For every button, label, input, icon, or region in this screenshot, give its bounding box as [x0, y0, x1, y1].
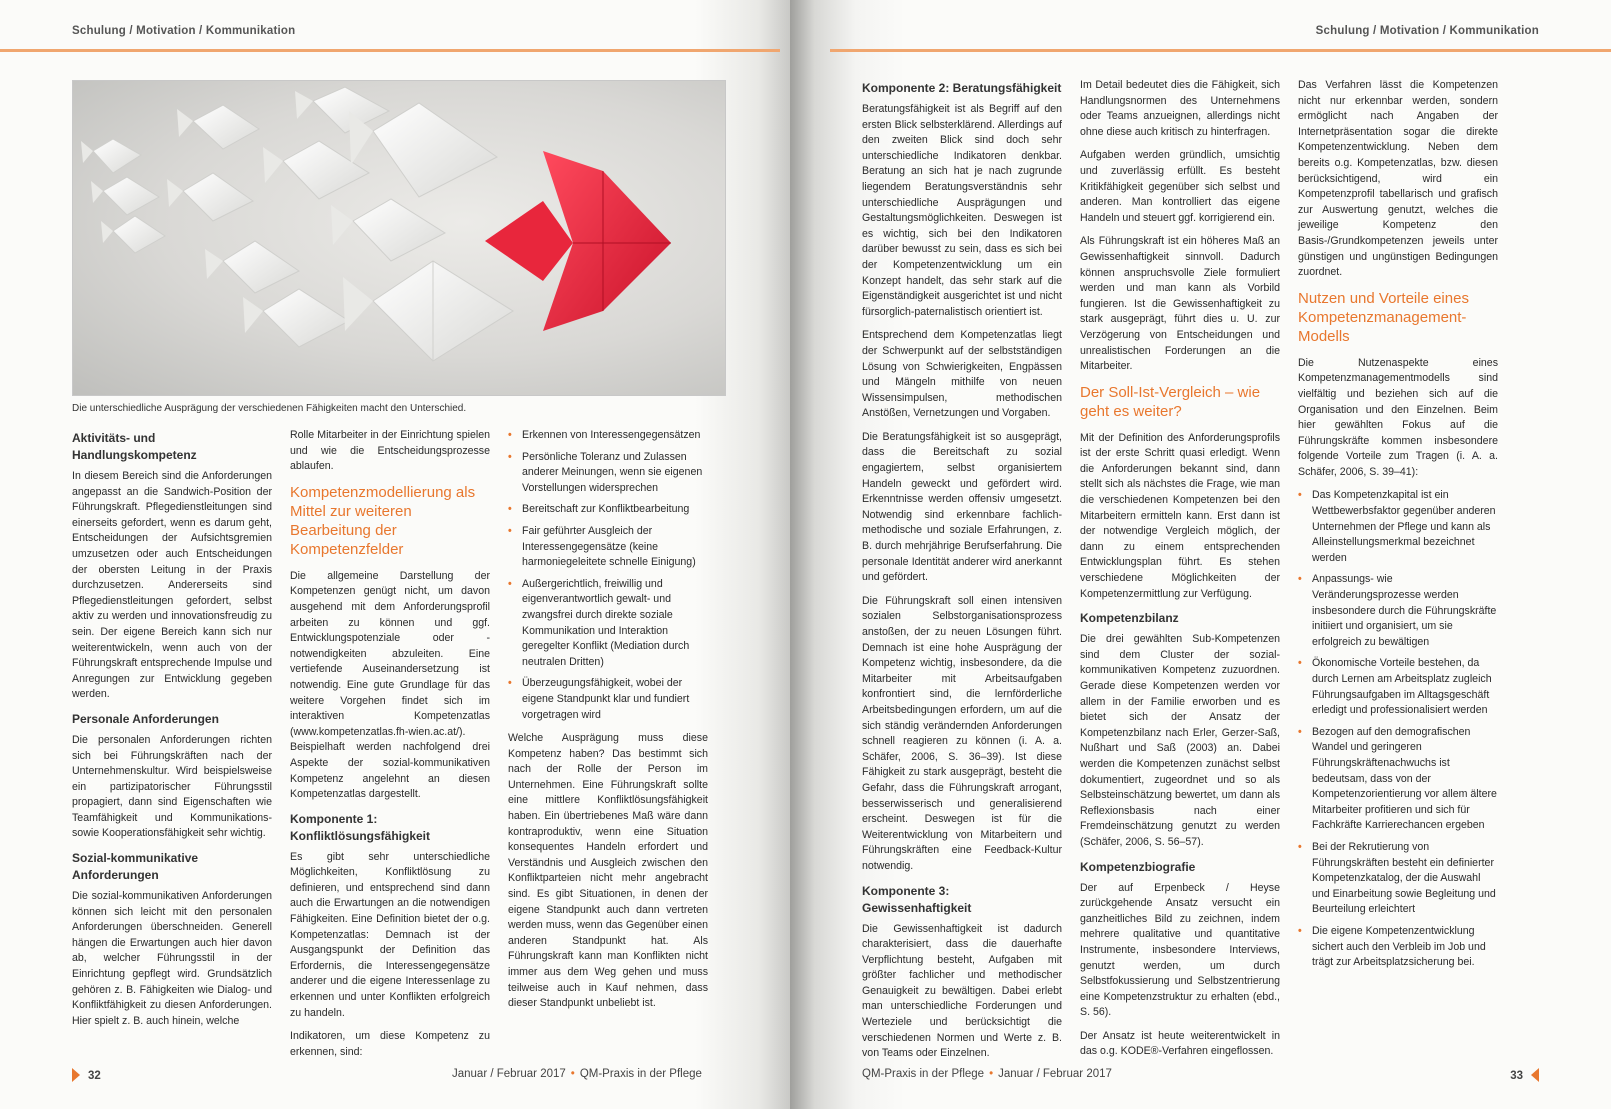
- origami-fish-illustration: [73, 81, 726, 396]
- red-fish-leader: [485, 151, 671, 331]
- paragraph: Die personalen Anforderungen richten sich bei Führungskräften nach der Unternehmenskultur. Wird beispielsweise ein partizipatorischer Führungsstil propagiert, dann sind Eigenschaften wie Teamfähigkeit und Kommunikations- sowie Kooperationsfähigkeit sehr wichtig.: [72, 733, 272, 840]
- paragraph: Mit der Definition des Anforderungsprofils ist der erste Schritt quasi erledigt. Wenn die Anforderungen bekannt sind, dann stellt sich als nächstes die Frage, wie man die verschiedenen Kompetenzen bei den Mitarbeitern ermitteln kann. Erst dann ist der notwendige Vergleich möglich, der dann zu einem entsprechenden Entwicklungsplan führt. Es stehen verschiedene Möglichkeiten der Kompetenzermittlung zur Verfügung.: [1080, 431, 1280, 600]
- paragraph: Als Führungskraft ist ein höheres Maß an Gewissenhaftigkeit sinnvoll. Dadurch können anspruchsvolle Ziele formuliert werden und man kann als Vorbild fungieren. Ist die Gewissenhaftigkeit zu stark ausgeprägt, führt dies u. U. zur Verzögerung von Entscheidungen und unrealistischen Forderungen an die Mitarbeiter.: [1080, 235, 1280, 373]
- triangle-right-icon: [72, 1068, 80, 1082]
- list-item: • Bereitschaft zur Konfliktbearbeitung: [508, 502, 708, 518]
- left-page: [0, 0, 790, 1109]
- paragraph: Aufgaben werden gründlich, umsichtig und zuverlässig erfüllt. Es besteht Kritikfähigkeit gegenüber sich selbst und anderen. Man kontrolliert das eigene Handeln und steuert ggf. korrigierend ein.: [1080, 149, 1280, 224]
- figure-caption: Die unterschiedliche Ausprägung der verschiedenen Fähigkeiten macht den Unterschied.: [72, 403, 467, 414]
- heading-komponente-1: Komponente 1: Konfliktlösungsfähigkeit: [290, 811, 431, 843]
- list-item: • Ökonomische Vorteile bestehen, da durch Lernen am Arbeitsplatz zugleich Führungsaufgaben im Alltagsgeschäft erledigt und professionalisiert werden: [1298, 656, 1498, 718]
- white-fish-5: [177, 105, 259, 149]
- benefits-list: [1298, 488, 1498, 970]
- paragraph: Welche Ausprägung muss diese Kompetenz haben? Das bestimmt sich nach der Rolle der Person im Unternehmen. Eine Führungskraft sollte eine mittlere Konfliktlösungsfähigkeit haben. Ein übertriebenes Maß wäre dann kontraproduktiv, wenn eine Situation konsequentes Handeln erfordert und Verständnis und Ausgleich zwischen den Konfliktparteien nicht mehr angebracht sind. Es gibt Situationen, in denen der eigene Standpunkt auch dann vertreten werden muss, wenn das Gegenüber einen anderen Standpunkt hat. Als Führungskraft kann man Konflikten nicht immer aus dem Weg gehen und muss teilweise auch in Kauf nehmen, dass dieser Standpunkt unbeliebt ist.: [508, 732, 708, 1010]
- heading-kompetenzbiografie: Kompetenzbiografie: [1080, 859, 1196, 874]
- paragraph: Es gibt sehr unterschiedliche Möglichkeiten, Konfliktlösung zu definieren, und entsprechend sind dann auch die Erwartungen an die notwendigen Fähigkeiten. Eine Definition bietet der o.g. Kompetenzatlas: Demnach ist der Ausgangspunkt der Definition das Erfordernis, die Interessengegensätze anderer und die eigene Interessenlage zu erkennen und unter Konflikten erfolgreich zu handeln.: [290, 850, 490, 1019]
- paragraph: Die Gewissenhaftigkeit ist dadurch charakterisiert, dass die dauerhafte Verpflichtung besteht, Aufgaben mit größter fachlicher und methodischer Genauigkeit zu bewältigen. Dabei erlebt man unterschiedliche Forderungen und Werteziele und berücksichtigt die verschiedenen Normen und Werte z. B. von Teams oder Einzelnen.: [862, 922, 1062, 1060]
- paragraph: Die Führungskraft soll einen intensiven sozialen Selbstorganisationsprozess anstoßen, der zu neuen Lösungen führt. Demnach ist eine hohe Ausprägung der Kompetenz wichtig, insbesondere, da die Mitarbeiter mit Arbeitsaufgaben konfrontiert sind, die lernförderliche Arbeitsbedingungen erfordern, um auf die sich ständig verändernden Anforderungen schnell reagieren zu können (i. A. a. Schäfer, 2006, S. 36–39). Ist diese Fähigkeit zu stark ausgeprägt, besteht die Gefahr, dass die Führungskraft arrogant, besserwisserisch und generalisierend erscheint. Deswegen ist für die Weiterentwicklung von Mitarbeitern und Führungskräften eine Feedback-Kultur notwendig.: [862, 594, 1062, 872]
- right-column-1: [862, 78, 1062, 1070]
- paragraph: Indikatoren, um diese Kompetenz zu erkennen, sind:: [290, 1030, 490, 1058]
- header-rule-left: [0, 49, 780, 52]
- list-item: • Persönliche Toleranz und Zulassen anderer Meinungen, wenn sie eigenen Vorstellungen widersprechen: [508, 450, 708, 497]
- heading-komponente-2: Komponente 2: Beratungsfähigkeit: [862, 81, 1062, 95]
- heading-kompetenzmodellierung: Kompetenzmodellierung als Mittel zur weiteren Bearbeitung der Kompetenzfelder: [290, 483, 476, 558]
- white-fish-small-3: [91, 177, 159, 215]
- heading-kompetenzbilanz: Kompetenzbilanz: [1080, 611, 1179, 626]
- bullet-dot-icon: •: [989, 1068, 994, 1080]
- white-fish-large: [343, 261, 513, 361]
- bullet-dot-icon: •: [570, 1068, 575, 1080]
- paragraph: In diesem Bereich sind die Anforderungen angepasst an die Sandwich-Position der Führungskraft. Pflegedienstleitungen sind einerseits gefordert, wenn es darum geht, Entscheidungen der Aufsichtsgremien umzusetzen oder auch Entscheidungen der obersten Leitung in der Praxis durchzusetzen. Andererseits sind Pflegedienstleitungen gefordert, selbst aktiv zu werden und innovationsfreudig zu sein. Der eigene Bereich kann sich nur weiterentwickeln, wenn auch von der Führungskraft entsprechende Impulse und Anregungen zur Entwicklung gegeben werden.: [72, 470, 272, 701]
- list-item: • Anpassungs- wie Veränderungsprozesse werden insbesondere durch die Führungskräfte initiiert und organisiert, um sie erfolgreich zu bewältigen: [1298, 572, 1498, 650]
- footer-right-page-number: 33: [1510, 1068, 1539, 1082]
- paragraph: Die allgemeine Darstellung der Kompetenzen genügt nicht, um davon ausgehend mit dem Anforderungsprofil arbeiten zu können und ggf. Entwicklungspotenziale oder -notwendigkeiten abzuleiten. Eine vertiefende Auseinandersetzung ist notwendig. Eine gute Grundlage für das weitere Vorgehen findet sich im interaktiven Kompetenzatlas (www.kompetenzatlas.fh-wien.ac.at/). Beispielhaft werden nachfolgend drei Aspekte der sozial-kommunikativen Kompetenz angelehnt an diesen Kompetenzatlas dargestellt.: [290, 569, 490, 801]
- white-fish-4: [167, 173, 253, 221]
- list-item: • Überzeugungsfähigkeit, wobei der eigene Standpunkt klar und fundiert vorgetragen wird: [508, 676, 708, 723]
- right-column-2: [1080, 78, 1280, 1068]
- list-item: • Fair geführter Ausgleich der Interessengegensätze (keine harmoniegeleitete schnelle Einigung): [508, 524, 708, 571]
- right-page: [790, 0, 1611, 1109]
- indicator-list: [508, 428, 708, 723]
- heading-sozial-kommunikative: Sozial-kommunikative Anforderungen: [72, 851, 199, 883]
- hero-image-origami-fish: [72, 80, 726, 396]
- paragraph: Der Ansatz ist heute weiterentwickelt in das o.g. KODE®-Verfahren eingeflossen.: [1080, 1029, 1280, 1058]
- left-column-3: [508, 428, 708, 1020]
- white-fish-6: [205, 241, 299, 293]
- paragraph: Die drei gewählten Sub-Kompetenzen sind dem Cluster der sozial-kommunikativen Kompetenz zuzuordnen. Gerade diese Kompetenzen werden vor allem in der Familie erworben und es bietet sich der Ansatz der Kompetenzbilanz nach Erler, Gerzer-Saß, Nußhart und Saß (2003) an. Dabei werden die Kompetenzen zunächst selbst dokumentiert, zugeordnet und so als Selbsteinschätzung bewertet, um dann als Reflexionsbasis nach einer Fremdeinschätzung genutzt zu werden (Schäfer, 2006, S. 56–57).: [1080, 633, 1280, 848]
- heading-personale-anforderungen: Personale Anforderungen: [72, 711, 219, 726]
- list-item: • Außergerichtlich, freiwillig und eigenverantwortlich gewalt- und zwangsfrei durch direkte soziale Kommunikation und Interaktion geregelter Konflikt (Mediation durch neutralen Dritten): [508, 577, 708, 671]
- paragraph: Im Detail bedeutet dies die Fähigkeit, sich Handlungsnormen des Unternehmens oder Teams anzueignen, allerdings nicht ohne diese auch kritisch zu hinterfragen.: [1080, 79, 1280, 138]
- paragraph: Der auf Erpenbeck / Heyse zurückgehende Ansatz versucht ein ganzheitliches Bild zu zeichnen, indem mehrere qualitative und quantitative Instrumente, insbesondere Interviews, genutzt werden, um durch Selbstfokussierung und Selbstzentrierung eine Kompetenzstruktur zu erhalten (ebd., S. 56).: [1080, 881, 1280, 1019]
- white-fish-small-2: [101, 216, 165, 253]
- running-head-left: Schulung / Motivation / Kommunikation: [72, 25, 296, 37]
- list-item: • Das Kompetenzkapital ist ein Wettbewerbsfaktor gegenüber anderen Unternehmen der Pflege und kann als Alleinstellungsmerkmal bezeichnet werden: [1298, 488, 1498, 566]
- footer-right-issue: QM-Praxis in der Pflege • Januar / Februar 2017: [862, 1068, 1112, 1080]
- heading-aktivitaetskompetenz: Aktivitäts- und Handlungskompetenz: [72, 431, 197, 462]
- paragraph: Die Beratungsfähigkeit ist so ausgeprägt, dass die Bereitschaft zu sozial engagiertem, selbst organisiertem Handeln geweckt und gefördert wird. Erkenntnisse werden offensiv umgesetzt. Notwendig sind erkennbare fachlich-methodische und soziale Erfahrungen, z. B. durch mehrjährige Berufserfahrung. Die personale Identität anderer wird anerkannt und gefördert.: [862, 430, 1062, 584]
- paragraph: Die Nutzenaspekte eines Kompetenzmanagementmodells sind vielfältig und beziehen sich auf die Organisation und den Einzelnen. Beim hier gewählten Fokus auf die Führungskräfte kommen insbesondere folgende Vorteile zum Tragen (i. A. a. Schäfer, 2006, S. 39–41):: [1298, 356, 1498, 478]
- paragraph: Entsprechend dem Kompetenzatlas liegt der Schwerpunkt auf der selbstständigen Lösung von Schwierigkeiten, Engpässen und Mängeln mithilfe von neuen Wissensimpulsen, methodischen Anstößen, Vernetzungen und Vorgaben.: [862, 329, 1062, 420]
- triangle-left-icon: [1531, 1068, 1539, 1082]
- heading-nutzen-vorteile: Nutzen und Vorteile eines Kompetenzmanagement-Modells: [1298, 289, 1469, 345]
- footer-left-issue: Januar / Februar 2017 • QM-Praxis in der Pflege: [452, 1068, 702, 1080]
- list-item: • Erkennen von Interessengegensätzen: [508, 428, 708, 444]
- footer-left-page-number: 32: [72, 1068, 101, 1082]
- list-item: • Die eigene Kompetenzentwicklung sichert auch den Verbleib im Job und trägt zur Arbeitsplatzsicherung bei.: [1298, 924, 1498, 971]
- paragraph: Das Verfahren lässt die Kompetenzen nicht nur erkennbar werden, sondern ermöglicht nach Angaben der Internetpräsentation sogar die direkte Kompetenzentwicklung. Neben dem bereits o.g. Kompetenzatlas, bzw. diesen berücksichtigend, wird ein Kompetenzprofil tabellarisch und grafisch zur Auswertung genutzt, welches die jeweilige Kompetenz den Basis-/Grundkompetenzen jeweils unter günstigen und ungünstigen Bedingungen zuordnet.: [1298, 79, 1498, 279]
- right-column-3: [1298, 78, 1498, 979]
- heading-komponente-3: Komponente 3: Gewissenhaftigkeit: [862, 883, 972, 915]
- paragraph: Rolle Mitarbeiter in der Einrichtung spielen und wie die Entscheidungsprozesse ablaufen.: [290, 429, 490, 473]
- left-column-1: [72, 428, 272, 1037]
- white-fish-9: [243, 289, 349, 347]
- heading-soll-ist-vergleich: Der Soll-Ist-Vergleich – wie geht es weiter?: [1080, 383, 1261, 420]
- list-item: • Bei der Rekrutierung von Führungskräften besteht ein definierter Kompetenzkatalog, der die Auswahl und Einarbeitung sowie Begleitung und Beurteilung erleichtert: [1298, 840, 1498, 918]
- white-fish-8: [295, 87, 389, 133]
- left-column-2: [290, 428, 490, 1068]
- paragraph: Beratungsfähigkeit ist als Begriff auf den ersten Blick selbsterklärend. Allerdings auf den zweiten Blick sind doch sehr unterschiedliche Indikatoren denkbar. Beratung an sich hat je nach zugrunde liegendem Beratungsverständnis sehr unterschiedliche Ausprägungen und Gestaltungsmöglichkeiten. Deswegen ist es wichtig, sich bei den Indikatoren darüber bewusst zu sein, dass es sich bei der Kompetenzentwicklung um ein Konzept handelt, das sehr stark auf die Eigenständigkeit ausgerichtet ist und nicht fürsorglich-paternalistisch orientiert ist.: [862, 103, 1062, 318]
- header-rule-right: [830, 49, 1611, 52]
- paragraph: Die sozial-kommunikativen Anforderungen können sich leicht mit den personalen Anforderungen überschneiden. Generell hängen die Erwartungen auch hier davon ab, welcher Führungsstil in der Einrichtung gepflegt wird. Grundsätzlich gehören z. B. Fähigkeiten wie Dialog- und Konfliktfähigkeit zu diesen Anforderungen. Hier spielt z. B. auch hinein, welche: [72, 890, 272, 1027]
- white-fish-10: [331, 199, 445, 261]
- white-fish-small-1: [81, 139, 141, 173]
- running-head-right: Schulung / Motivation / Kommunikation: [1315, 25, 1539, 37]
- list-item: • Bezogen auf den demografischen Wandel und geringeren Führungskräftenachwuchs ist bedeutsam, dass von der Kompetenzorientierung vor allem ältere Mitarbeiter profitieren und sich für Fachkräfte Karrierechancen ergeben: [1298, 725, 1498, 834]
